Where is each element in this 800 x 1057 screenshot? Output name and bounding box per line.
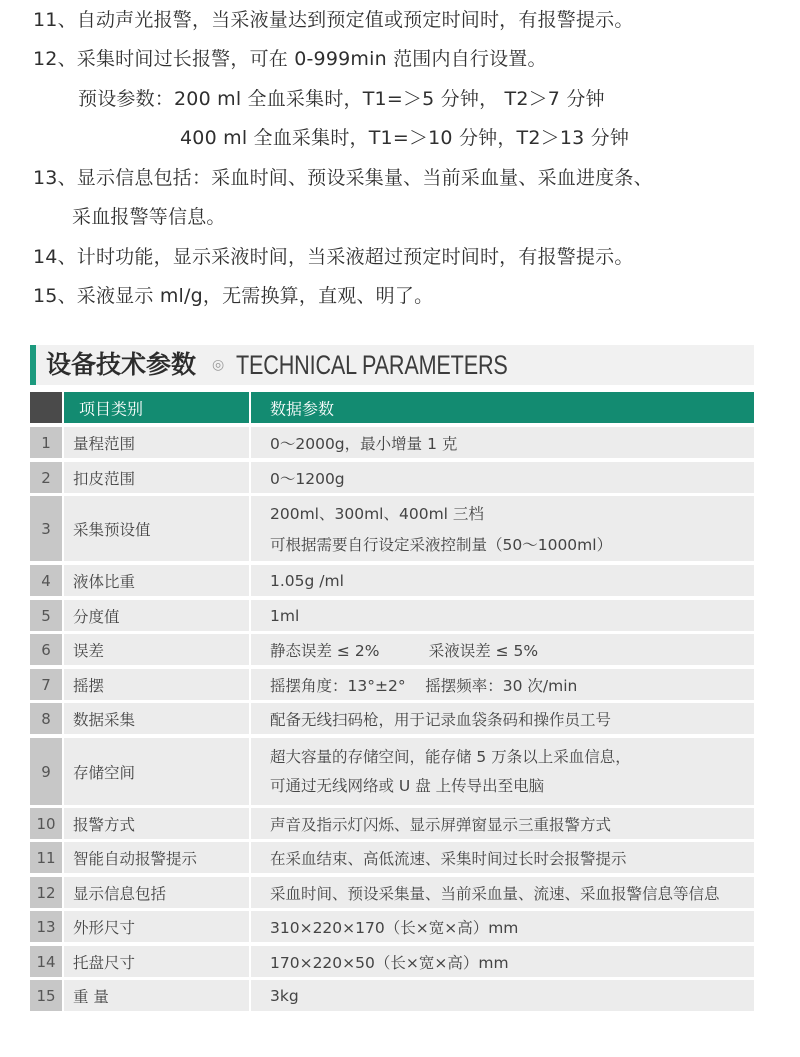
table-row (30, 496, 754, 561)
row-value: 配备无线扫码枪，用于记录血袋条码和操作员工号 (270, 710, 612, 729)
row-category-cell (64, 703, 249, 734)
row-category-cell (64, 808, 249, 839)
row-num: 2 (41, 468, 51, 487)
table-header-row (30, 392, 754, 423)
row-value-line-2: 可根据需要自行设定采液控制量（50～1000ml） (270, 536, 613, 554)
row-num-cell (30, 634, 62, 665)
row-value-cell (251, 842, 754, 873)
row-category: 重 量 (73, 987, 109, 1006)
row-value-cell (251, 669, 754, 700)
row-value-cell (251, 738, 754, 805)
row-category-cell (64, 980, 249, 1011)
feature-item-13: 13、显示信息包括：采血时间、预设采集量、当前采血量、采血进度条、 (33, 167, 653, 189)
row-value: 310×220×170（长×宽×高）mm (270, 918, 519, 937)
row-value-cell (251, 946, 754, 977)
row-value-cell (251, 427, 754, 458)
row-num: 8 (41, 709, 51, 728)
section-separator-icon: ◎ (212, 357, 225, 373)
header-value-cell (251, 392, 754, 423)
row-category: 摇摆 (73, 676, 105, 695)
header-value: 数据参数 (270, 399, 335, 418)
row-value-cell (251, 496, 754, 561)
row-category-cell (64, 634, 249, 665)
row-num: 5 (41, 606, 51, 625)
row-value-cell (251, 703, 754, 734)
row-value: 声音及指示灯闪烁、显示屏弹窗显示三重报警方式 (270, 815, 612, 834)
row-value-cell (251, 462, 754, 493)
feature-item-13-cont: 采血报警等信息。 (72, 206, 226, 228)
row-value: 3kg (270, 986, 299, 1005)
row-num: 11 (36, 848, 56, 867)
row-category: 分度值 (73, 607, 120, 626)
table-row (30, 738, 754, 805)
table-row (30, 911, 754, 942)
row-num-cell (30, 980, 62, 1011)
row-category: 数据采集 (73, 710, 136, 729)
table-row (30, 946, 754, 977)
header-num-cell (30, 392, 62, 423)
table-row (30, 565, 754, 596)
row-category-cell (64, 946, 249, 977)
section-header (30, 345, 754, 385)
row-category-cell (64, 565, 249, 596)
row-category: 误差 (73, 641, 105, 660)
row-value: 1.05g /ml (270, 571, 344, 590)
row-category-cell (64, 600, 249, 631)
row-num: 3 (41, 519, 51, 538)
row-value: 200ml、300ml、400ml 三档 (270, 505, 484, 523)
section-accent-bar (30, 345, 36, 385)
row-category-cell (64, 842, 249, 873)
row-num-cell (30, 565, 62, 596)
feature-item-15: 15、采液显示 ml/g，无需换算，直观、明了。 (33, 285, 434, 307)
row-value-cell (251, 634, 754, 665)
row-num: 12 (36, 883, 56, 902)
table-row (30, 600, 754, 631)
row-value: 摇摆角度：13°±2° 摇摆频率：30 次/min (270, 676, 578, 695)
row-category-cell (64, 462, 249, 493)
row-value: 超大容量的存储空间，能存储 5 万条以上采血信息， (270, 748, 631, 766)
table-row (30, 842, 754, 873)
preset-params-line-2: 400 ml 全血采集时，T1=＞10 分钟，T2＞13 分钟 (180, 127, 630, 149)
row-category: 量程范围 (73, 434, 136, 453)
row-num-cell (30, 462, 62, 493)
table-row (30, 877, 754, 908)
row-num-cell (30, 496, 62, 561)
row-num: 13 (36, 917, 56, 936)
feature-item-14: 14、计时功能，显示采液时间，当采液超过预定时间时，有报警提示。 (33, 246, 634, 268)
preset-params-line-1: 预设参数：200 ml 全血采集时，T1=＞5 分钟， T2＞7 分钟 (78, 88, 605, 110)
section-title: 设备技术参数 (46, 350, 197, 379)
row-num-cell (30, 946, 62, 977)
row-num: 9 (41, 762, 51, 781)
row-value: 采血时间、预设采集量、当前采血量、流速、采血报警信息等信息 (270, 884, 720, 903)
row-num-cell (30, 600, 62, 631)
row-num: 1 (41, 433, 51, 452)
table-row (30, 980, 754, 1011)
table-row (30, 808, 754, 839)
row-num-cell (30, 877, 62, 908)
row-value: 静态误差 ≤ 2% 采液误差 ≤ 5% (270, 641, 539, 660)
table-row (30, 427, 754, 458)
row-value-cell (251, 600, 754, 631)
row-category: 报警方式 (73, 815, 136, 834)
section-subtitle: TECHNICAL PARAMETERS (236, 350, 508, 380)
row-value: 0～1200g (270, 469, 345, 488)
feature-item-11: 11、自动声光报警，当采液量达到预定值或预定时间时，有报警提示。 (33, 9, 634, 31)
row-value: 170×220×50（长×宽×高）mm (270, 953, 509, 972)
row-value-cell (251, 565, 754, 596)
row-category-cell (64, 669, 249, 700)
row-category: 智能自动报警提示 (73, 849, 198, 868)
row-category: 扣皮范围 (73, 469, 136, 488)
row-value: 0～2000g，最小增量 1 克 (270, 434, 458, 453)
row-category-cell (64, 911, 249, 942)
row-num: 7 (41, 675, 51, 694)
row-category: 托盘尺寸 (73, 953, 136, 972)
feature-item-12: 12、采集时间过长报警，可在 0-999min 范围内自行设置。 (33, 48, 547, 70)
row-category: 采集预设值 (73, 520, 151, 539)
row-category-cell (64, 877, 249, 908)
row-category: 外形尺寸 (73, 918, 136, 937)
row-category-cell (64, 496, 249, 561)
row-num: 14 (36, 952, 56, 971)
table-row (30, 669, 754, 700)
row-category: 存储空间 (73, 763, 136, 782)
row-value: 在采血结束、高低流速、采集时间过长时会报警提示 (270, 849, 627, 868)
table-row (30, 462, 754, 493)
table-row (30, 634, 754, 665)
row-num: 10 (36, 814, 56, 833)
row-category-cell (64, 738, 249, 805)
row-num: 4 (41, 571, 51, 590)
row-value-cell (251, 877, 754, 908)
row-num-cell (30, 808, 62, 839)
row-value-line-2: 可通过无线网络或 U 盘 上传导出至电脑 (270, 777, 545, 795)
row-value-cell (251, 911, 754, 942)
table-row (30, 703, 754, 734)
row-category: 液体比重 (73, 572, 136, 591)
row-num: 15 (36, 986, 56, 1005)
header-category: 项目类别 (79, 399, 144, 418)
row-num-cell (30, 738, 62, 805)
row-num-cell (30, 911, 62, 942)
row-value-cell (251, 808, 754, 839)
row-category-cell (64, 427, 249, 458)
row-category: 显示信息包括 (73, 884, 167, 903)
row-value-cell (251, 980, 754, 1011)
header-category-cell (64, 392, 249, 423)
row-num: 6 (41, 640, 51, 659)
row-num-cell (30, 427, 62, 458)
row-num-cell (30, 669, 62, 700)
row-value: 1ml (270, 606, 300, 625)
row-num-cell (30, 842, 62, 873)
row-num-cell (30, 703, 62, 734)
